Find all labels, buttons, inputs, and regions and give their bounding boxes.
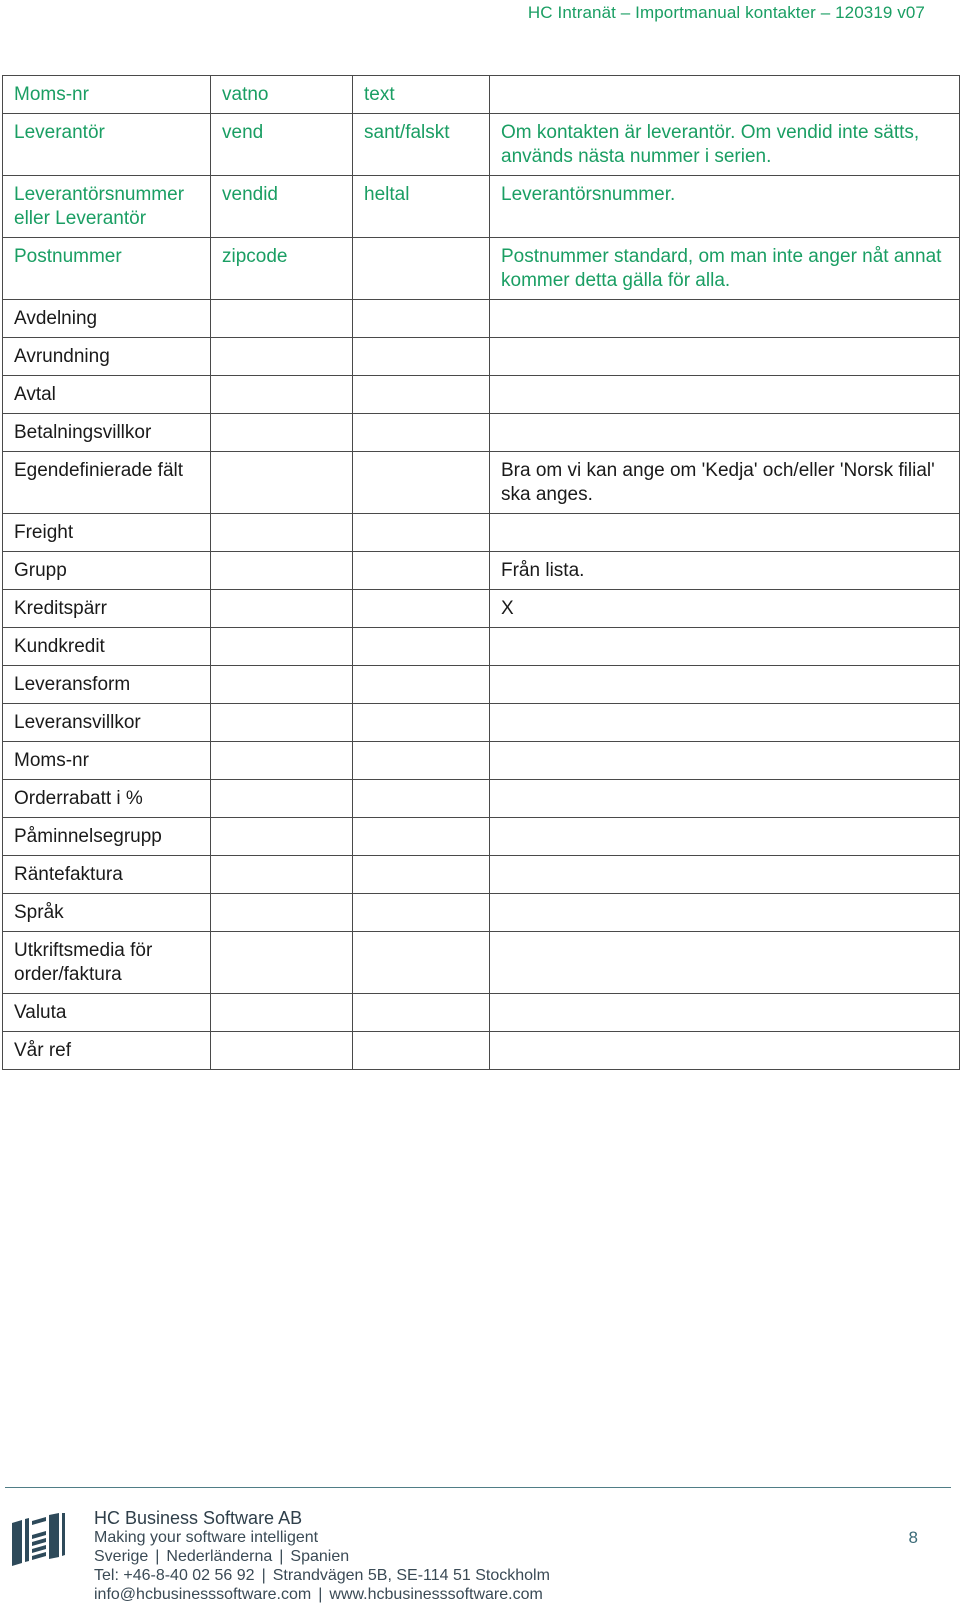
table-row bbox=[3, 238, 960, 300]
field-code-cell: vatno bbox=[211, 76, 353, 114]
country-netherlands: Nederländerna bbox=[166, 1548, 273, 1565]
field-label-cell: Utkriftsmedia för order/faktura bbox=[3, 932, 211, 994]
table-body bbox=[3, 76, 960, 1070]
company-countries: Sverige | Nederländerna | Spanien bbox=[94, 1548, 350, 1565]
field-code-cell bbox=[211, 628, 353, 666]
field-comment-cell: Leverantörsnummer. bbox=[490, 176, 960, 238]
company-email-link[interactable]: info@hcbusinesssoftware.com bbox=[94, 1586, 312, 1603]
field-label-cell: Påminnelsegrupp bbox=[3, 818, 211, 856]
field-code-cell bbox=[211, 338, 353, 376]
field-type-cell bbox=[353, 376, 490, 414]
field-label-cell: Grupp bbox=[3, 552, 211, 590]
field-code-cell bbox=[211, 414, 353, 452]
table-row bbox=[3, 666, 960, 704]
field-code-cell bbox=[211, 514, 353, 552]
field-label-cell: Språk bbox=[3, 894, 211, 932]
field-type-cell bbox=[353, 514, 490, 552]
table-row bbox=[3, 780, 960, 818]
field-label-cell: Valuta bbox=[3, 994, 211, 1032]
page-number: 8 bbox=[908, 1528, 918, 1547]
field-label-cell: Postnummer bbox=[3, 238, 211, 300]
table-row bbox=[3, 414, 960, 452]
field-type-cell bbox=[353, 590, 490, 628]
field-label-cell: Leveransvillkor bbox=[3, 704, 211, 742]
field-type-cell bbox=[353, 894, 490, 932]
field-type-cell bbox=[353, 338, 490, 376]
company-contact: Tel: +46-8-40 02 56 92 | Strandvägen 5B, SE-114 51 Stockholm bbox=[94, 1567, 550, 1584]
field-code-cell bbox=[211, 994, 353, 1032]
company-website-link[interactable]: www.hcbusinesssoftware.com bbox=[329, 1586, 543, 1603]
table-row bbox=[3, 994, 960, 1032]
field-code-cell bbox=[211, 300, 353, 338]
field-label-cell: Betalningsvillkor bbox=[3, 414, 211, 452]
field-label-cell: Räntefaktura bbox=[3, 856, 211, 894]
company-tagline: Making your software intelligent bbox=[94, 1529, 319, 1546]
field-type-cell bbox=[353, 1032, 490, 1070]
table-row bbox=[3, 894, 960, 932]
table-row bbox=[3, 452, 960, 514]
field-comment-cell bbox=[490, 780, 960, 818]
field-comment-cell bbox=[490, 856, 960, 894]
field-type-cell bbox=[353, 856, 490, 894]
field-comment-cell: X bbox=[490, 590, 960, 628]
company-web: info@hcbusinesssoftware.com | www.hcbusinesssoftware.com bbox=[94, 1586, 543, 1603]
table-row bbox=[3, 338, 960, 376]
field-comment-cell bbox=[490, 300, 960, 338]
field-type-cell bbox=[353, 818, 490, 856]
field-label-cell: Kreditspärr bbox=[3, 590, 211, 628]
field-comment-cell bbox=[490, 1032, 960, 1070]
field-label-cell: Vår ref bbox=[3, 1032, 211, 1070]
table-row bbox=[3, 1032, 960, 1070]
field-comment-cell bbox=[490, 994, 960, 1032]
table-row bbox=[3, 590, 960, 628]
field-type-cell bbox=[353, 994, 490, 1032]
company-name: HC Business Software AB bbox=[94, 1508, 303, 1528]
field-code-cell bbox=[211, 894, 353, 932]
field-label-cell: Avrundning bbox=[3, 338, 211, 376]
field-comment-cell bbox=[490, 376, 960, 414]
field-label-cell: Leverantörsnummer eller Leverantör bbox=[3, 176, 211, 238]
field-comment-cell bbox=[490, 414, 960, 452]
field-label-cell: Freight bbox=[3, 514, 211, 552]
field-comment-cell bbox=[490, 742, 960, 780]
field-type-cell bbox=[353, 704, 490, 742]
footer-divider bbox=[5, 1487, 951, 1488]
import-fields-table bbox=[2, 75, 960, 1070]
company-phone: Tel: +46-8-40 02 56 92 bbox=[94, 1567, 255, 1584]
field-label-cell: Avtal bbox=[3, 376, 211, 414]
field-label-cell: Moms-nr bbox=[3, 76, 211, 114]
table-row bbox=[3, 176, 960, 238]
field-type-cell: sant/falskt bbox=[353, 114, 490, 176]
table-row bbox=[3, 932, 960, 994]
field-type-cell bbox=[353, 300, 490, 338]
field-code-cell bbox=[211, 552, 353, 590]
field-comment-cell bbox=[490, 932, 960, 994]
field-code-cell bbox=[211, 818, 353, 856]
field-comment-cell: Om kontakten är leverantör. Om vendid inte sätts, används nästa nummer i serien. bbox=[490, 114, 960, 176]
field-type-cell bbox=[353, 452, 490, 514]
field-label-cell: Moms-nr bbox=[3, 742, 211, 780]
field-code-cell bbox=[211, 742, 353, 780]
field-comment-cell bbox=[490, 514, 960, 552]
table-row bbox=[3, 628, 960, 666]
page-header-title: HC Intranät – Importmanual kontakter – 120319 v07 bbox=[527, 3, 925, 22]
field-comment-cell bbox=[490, 338, 960, 376]
field-type-cell bbox=[353, 742, 490, 780]
table-row bbox=[3, 742, 960, 780]
table-row bbox=[3, 818, 960, 856]
field-label-cell: Avdelning bbox=[3, 300, 211, 338]
field-type-cell bbox=[353, 414, 490, 452]
field-type-cell bbox=[353, 780, 490, 818]
field-code-cell bbox=[211, 376, 353, 414]
table-row bbox=[3, 114, 960, 176]
field-type-cell bbox=[353, 628, 490, 666]
field-comment-cell: Postnummer standard, om man inte anger nåt annat kommer detta gälla för alla. bbox=[490, 238, 960, 300]
field-code-cell bbox=[211, 452, 353, 514]
field-code-cell bbox=[211, 932, 353, 994]
table-row bbox=[3, 856, 960, 894]
table-row bbox=[3, 76, 960, 114]
field-type-cell bbox=[353, 552, 490, 590]
country-sweden: Sverige bbox=[94, 1548, 149, 1565]
table-row bbox=[3, 552, 960, 590]
field-label-cell: Orderrabatt i % bbox=[3, 780, 211, 818]
field-label-cell: Egendefinierade fält bbox=[3, 452, 211, 514]
field-comment-cell bbox=[490, 818, 960, 856]
table-row bbox=[3, 704, 960, 742]
field-code-cell: zipcode bbox=[211, 238, 353, 300]
field-comment-cell bbox=[490, 894, 960, 932]
field-comment-cell bbox=[490, 704, 960, 742]
field-code-cell bbox=[211, 1032, 353, 1070]
field-comment-cell: Från lista. bbox=[490, 552, 960, 590]
field-type-cell bbox=[353, 666, 490, 704]
company-address: Strandvägen 5B, SE-114 51 Stockholm bbox=[272, 1567, 550, 1584]
field-code-cell bbox=[211, 666, 353, 704]
company-info bbox=[94, 1509, 550, 1604]
hc-logo-icon bbox=[8, 1513, 66, 1571]
field-type-cell bbox=[353, 238, 490, 300]
field-comment-cell bbox=[490, 666, 960, 704]
field-label-cell: Kundkredit bbox=[3, 628, 211, 666]
field-comment-cell bbox=[490, 628, 960, 666]
field-label-cell: Leverantör bbox=[3, 114, 211, 176]
table-row bbox=[3, 376, 960, 414]
field-code-cell: vend bbox=[211, 114, 353, 176]
field-code-cell bbox=[211, 856, 353, 894]
field-type-cell: text bbox=[353, 76, 490, 114]
field-code-cell bbox=[211, 704, 353, 742]
field-label-cell: Leveransform bbox=[3, 666, 211, 704]
field-type-cell bbox=[353, 932, 490, 994]
field-code-cell bbox=[211, 590, 353, 628]
field-comment-cell: Bra om vi kan ange om 'Kedja' och/eller 'Norsk filial' ska anges. bbox=[490, 452, 960, 514]
field-code-cell: vendid bbox=[211, 176, 353, 238]
field-code-cell bbox=[211, 780, 353, 818]
country-spain: Spanien bbox=[290, 1548, 350, 1565]
field-comment-cell bbox=[490, 76, 960, 114]
table-row bbox=[3, 300, 960, 338]
table-row bbox=[3, 514, 960, 552]
field-type-cell: heltal bbox=[353, 176, 490, 238]
